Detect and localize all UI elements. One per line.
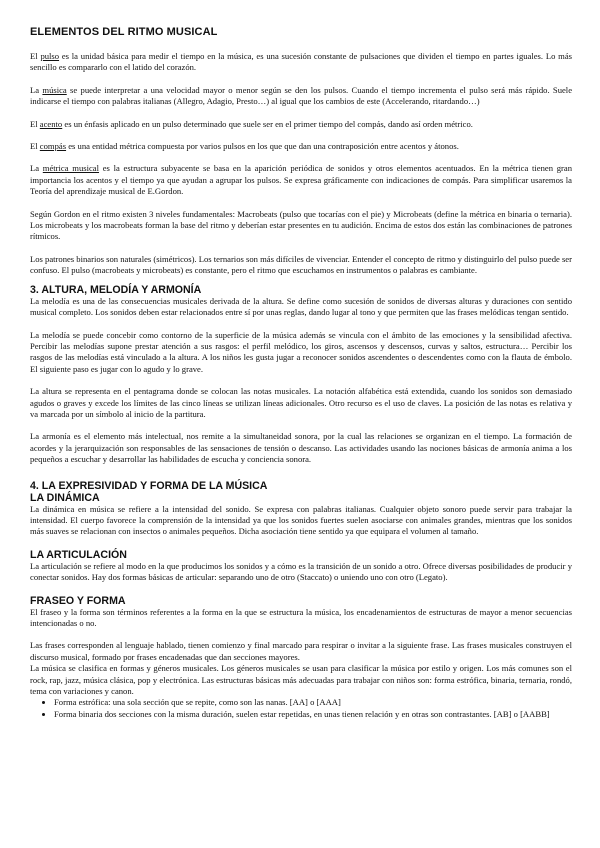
list-item: • Forma binaria dos secciones con la misma duración, suelen estar repetidas, en unas tienen relación y en otras son contrastantes. [AB] o [AABB] [54,709,572,720]
pulso-term: pulso [40,51,60,61]
pulso-text: es la unidad básica para medir el tiempo en la música, es una sucesión constante de pulsaciones que dividen el tiempo en partes iguales. Lo más sencillo es compararlo con el latido del corazón. [30,51,573,73]
list-item: • Forma estrófica: una sola sección que se repite, como son las nanas. [AA] o [AAA] [54,697,572,708]
melodia-paragraph: La melodía es una de las consecuencias musicales derivada de la altura. Se define como sucesión de sonidos de diversas alturas y duraciones con sentido musical completo. Los sonidos deben estar relacionados entre sí por unas reglas, dando lugar al tono y que permiten que las frases melódicas tengan sentido. [30,295,572,318]
metrica-prefix: La [30,163,43,174]
musica-text: se puede interpretar a una velocidad mayor o menor según se den los pulsos. Cuando el tiempo incrementa el pulso será más rápido. Suele indicarse el tiempo con palabras italianas (Allegro, Adagio, Presto…) al igual que los cambios de este (Accelerando, ritardando…) [30,84,573,107]
compas-text: es una entidad métrica compuesta por varios pulsos en los que que dan una contraposición entre acentos y átonos. [66,141,459,152]
acento-prefix: El [30,118,40,129]
pulso-paragraph: El pulso es la unidad básica para medir el tiempo en la música, es una sucesión constante de pulsaciones que dividen el tiempo en partes iguales. Lo más sencillo es compararlo con el latido del corazón. [30,51,573,73]
melodia-contorno-paragraph: La melodía se puede concebir como contorno de la superficie de la música además se vincula con el ámbito de las emociones y la sensibilidad afectiva. Percibir las melodías supone prestar atención a sus rasgos: el perfil melódico, los giros, ascensos y descensos, curvas y saltos, estructura… Percibir los rasgos de las melodías está vinculado a la altura. A los niños les gusta jugar a reconocer sonidos ascendentes o descendentes como con la flauta de émbolo. El siguiente paso es jugar con lo agudo y lo grave. [30,329,572,374]
patrones-paragraph: Los patrones binarios son naturales (simétricos). Los ternarios son más difíciles de vivenciar. Entender el concepto de ritmo y distinguirlo del pulso puede ser confuso. El pulso (macrobeats y microbeats) es constante, pero el ritmo que escuchamos en instrumentos o palabras es cambiante. [30,253,572,276]
dinamica-paragraph: La dinámica en música se refiere a la intensidad del sonido. Se expresa con palabras italianas. Cualquier objeto sonoro puede servir para trabajar la intensidad. El cuerpo favorece la comprensión de la intensidad ya que los sonidos fuertes suelen asociarse con animales grandes, mientras que los sonidos más suaves se relacionan con insectos o animales pequeños. Dicha asociación tiene sentido ya que equipara el volumen al tamaño. [30,503,572,537]
document-title: ELEMENTOS DEL RITMO MUSICAL [30,26,218,38]
section-4-heading: 4. LA EXPRESIVIDAD Y FORMA DE LA MÚSICA [30,479,268,492]
musica-paragraph [30,85,572,108]
articulacion-paragraph: La articulación se refiere al modo en la que producimos los sonidos y a cómo es la transición de un sonido a otro. Ofrece diversas posibilidades de producir y conectar sonidos. Hay dos formas básicas de articular: separando uno de otro (Staccato) o uniendo uno con otro (Legato). [30,560,572,583]
armonia-paragraph: La armonía es el elemento más intelectual, nos remite a la simultaneidad sonora, por la cual las relaciones se organizan en el tiempo. La formación de acordes y la jerarquización son responsables de las sensaciones de tensión o descanso. Las actividades usando las nociones básicas de armonía anima a los pequeños a escuchar y desarrollar las habilidades de escucha y conciencia sonora. [30,431,572,465]
acento-paragraph [30,119,572,130]
metrica-text: es la estructura subyacente se basa en la aparición periódica de sonidos y otros elementos acentuados. En la métrica tienen gran importancia los acentos y el tiempo ya que ayudan a agrupar los pulsos. Se expresa gráficamente con indicaciones de compás. Para simplificar usaremos la Teoría del aprendizaje musical de E.Gordon. [30,163,572,197]
acento-term: acento [39,118,63,129]
document-page [30,26,572,720]
compas-prefix: El [30,141,40,152]
fraseo-paragraph-3: La música se clasifica en formas y géneros musicales. Los géneros musicales se usan para clasificar la música por estilo y origen. Los más comunes son el rock, rap, jazz, música clásica, pop y electrónica. Las estructuras básicas más adecuadas para trabajar con niños son: forma estrófica, binaria, ternaria, rondó, tema con variaciones y canon. [30,663,572,697]
gordon-paragraph: Según Gordon en el ritmo existen 3 niveles fundamentales: Macrobeats (pulso que tocarías con el pie) y Microbeats (define la métrica en binaria o ternaria). Los microbeats y los macrobeats forman la base del ritmo y deberían estar presentes en tu audición. Encima de estos dos están las combinaciones de patrones rítmicos. [30,208,572,242]
fraseo-heading: FRASEO Y FORMA [30,594,126,607]
metrica-paragraph [30,163,572,197]
compas-term: compás [39,141,67,152]
dinamica-heading: LA DINÁMICA [30,491,100,504]
articulacion-heading: LA ARTICULACIÓN [30,548,127,561]
acento-text: es un énfasis aplicado en un pulso determinado que suele ser en el primer tiempo del compás, dando así orden métrico. [62,118,473,129]
musica-term: música [42,84,67,95]
altura-paragraph: La altura se representa en el pentagrama donde se colocan las notas musicales. La notación alfabética está extendida, cuando los sonidos son demasiado agudos o graves y excede los límites de las cinco líneas se utilizan líneas adicionales. Otro recurso es el uso de claves. La posición de las notas es relativa y va marcada por un símbolo al inicio de la partitura. [30,386,572,419]
metrica-term: métrica musical [42,163,100,174]
fraseo-paragraph-2: Las frases corresponden al lenguaje hablado, tienen comienzo y final marcado para respirar o invitar a la siguiente frase. Las frases musicales construyen el discurso musical, formado por frases encadenadas que dan secciones mayores. [30,640,572,662]
fraseo-paragraph-1: El fraseo y la forma son términos referentes a la forma en la que se estructura la música, los encadenamientos de estructuras de mayor a menor secuencias intencionadas o no. [30,606,572,628]
forms-list [30,697,572,720]
compas-paragraph [30,141,572,152]
section-3-heading: 3. ALTURA, MELODÍA Y ARMONÍA [30,283,202,296]
musica-prefix: La [30,84,43,95]
